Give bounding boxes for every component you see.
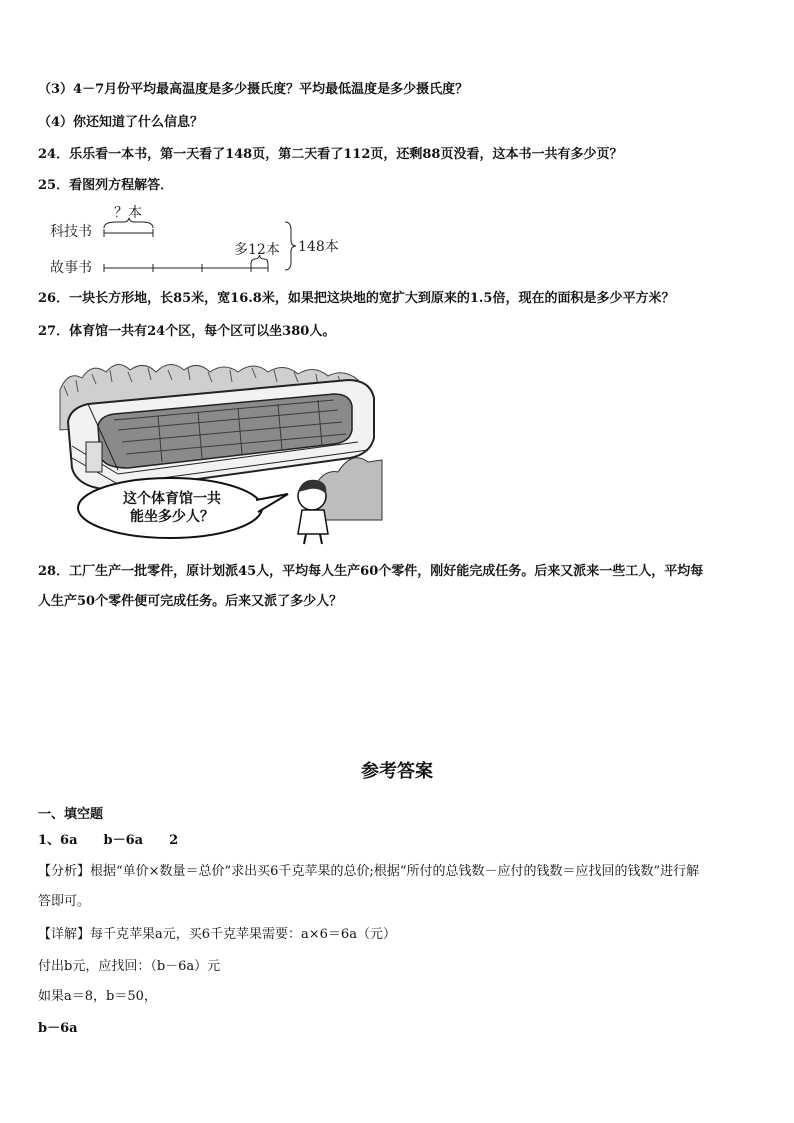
analysis-line2: 答即可。 bbox=[38, 894, 91, 909]
pay-line: 付出b元，应找回：（b－6a）元 bbox=[38, 959, 221, 974]
boy-body bbox=[298, 510, 328, 534]
question-28-line1: 28．工厂生产一批零件，原计划派45人，平均每人生产60个零件，刚好能完成任务。后来又派来一些工人，平均每 bbox=[38, 564, 704, 579]
detail-line: 【详解】每千克苹果a元，买6千克苹果需要：a×6＝6a（元） bbox=[38, 927, 396, 942]
bubble-text-line2: 能坐多少人？ bbox=[130, 509, 214, 525]
segment-diagram bbox=[40, 200, 340, 278]
bubble-text-line1: 这个体育馆一共 bbox=[123, 491, 221, 507]
expr-line: b－6a bbox=[38, 1021, 78, 1036]
answer-1: 1、6a b－6a 2 bbox=[38, 833, 179, 848]
speech-bubble-tail bbox=[256, 494, 288, 512]
question-27: 27．体育馆一共有24个区，每个区可以坐380人。 bbox=[38, 324, 336, 339]
label-story-books: 故事书 bbox=[50, 260, 92, 276]
label-total: 148本 bbox=[298, 239, 339, 255]
label-tech-books: 科技书 bbox=[50, 224, 92, 240]
total-brace bbox=[285, 222, 296, 270]
answers-section: 一、填空题 bbox=[38, 807, 104, 822]
question-23-3: （3）4－7月份平均最高温度是多少摄氏度？平均最低温度是多少摄氏度？ bbox=[38, 82, 469, 97]
question-23-4: （4）你还知道了什么信息？ bbox=[38, 115, 204, 130]
stadium-windows bbox=[86, 442, 102, 472]
question-25: 25．看图列方程解答． bbox=[38, 178, 174, 193]
analysis-line1: 【分析】根据“单价×数量＝总价”求出买6千克苹果的总价;根据“所付的总钱数－应付的钱数＝应找回的钱数”进行解 bbox=[38, 864, 700, 879]
question-26: 26．一块长方形地，长85米，宽16.8米，如果把这块地的宽扩大到原来的1.5倍，现在的面积是多少平方米？ bbox=[38, 291, 675, 306]
question-28-line2: 人生产50个零件便可完成任务。后来又派了多少人？ bbox=[38, 594, 343, 609]
label-more: 多12本 bbox=[234, 242, 280, 258]
answers-title: 参考答案 bbox=[361, 761, 433, 782]
if-line: 如果a＝8，b＝50， bbox=[38, 989, 157, 1004]
label-unknown: ？本 bbox=[114, 205, 142, 221]
question-24: 24．乐乐看一本书，第一天看了148页，第二天看了112页，还剩88页没看，这本书一共有多少页？ bbox=[38, 147, 623, 162]
boy-legs bbox=[304, 534, 322, 544]
